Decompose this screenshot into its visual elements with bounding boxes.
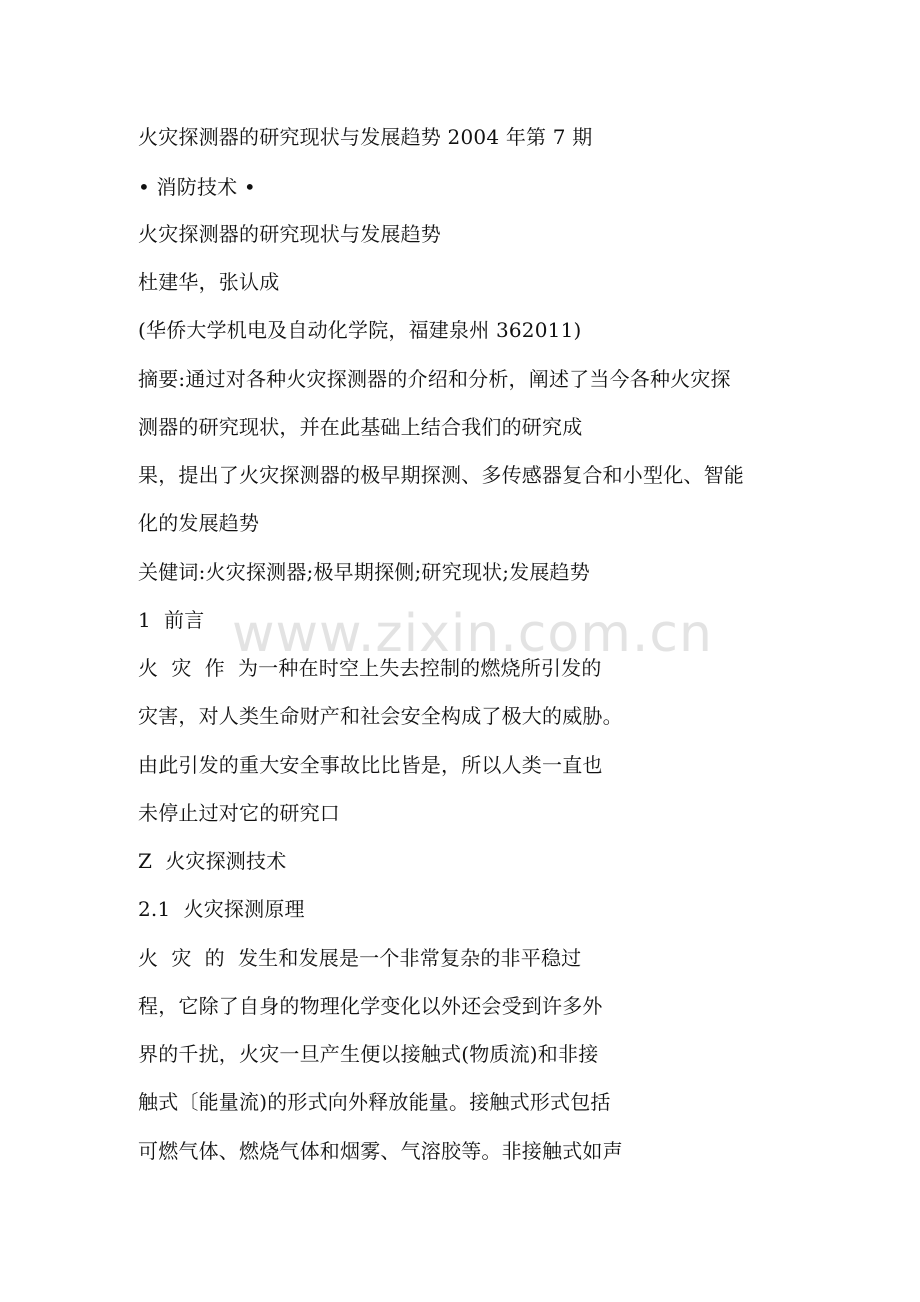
abstract-line: 摘要:通过对各种火灾探测器的介绍和分析，阐述了当今各种火灾探 bbox=[138, 367, 731, 391]
body-line: 未停止过对它的研究口 bbox=[138, 801, 340, 825]
section-heading: 1 前言 bbox=[138, 608, 205, 632]
affiliation: (华侨大学机电及自动化学院，福建泉州 362011) bbox=[138, 318, 582, 342]
abstract-line: 测器的研究现状，并在此基础上结合我们的研究成 bbox=[138, 415, 583, 439]
subsection-heading: 2.1 火灾探测原理 bbox=[138, 897, 305, 921]
body-line: 灾害，对人类生命财产和社会安全构成了极大的威胁。 bbox=[138, 704, 623, 728]
watermark: www.zixin.com.cn bbox=[232, 604, 713, 664]
header-line: 火灾探测器的研究现状与发展趋势 2004 年第 7 期 bbox=[138, 125, 593, 149]
body-line: 火 灾 作 为一种在时空上失去控制的燃烧所引发的 bbox=[138, 656, 602, 680]
body-line: 火 灾 的 发生和发展是一个非常复杂的非平稳过 bbox=[138, 946, 582, 970]
abstract-line: 果，提出了火灾探测器的极早期探测、多传感器复合和小型化、智能 bbox=[138, 463, 744, 487]
keywords: 关健词:火灾探测器;极早期探侧;研究现状;发展趋势 bbox=[138, 560, 590, 584]
section-label: • 消防技术 • bbox=[138, 175, 256, 199]
body-line: 由此引发的重大安全事故比比皆是，所以人类一直也 bbox=[138, 753, 603, 777]
body-line: 触式〔能量流)的形式向外释放能量。接触式形式包括 bbox=[138, 1090, 611, 1114]
body-line: 程，它除了自身的物理化学变化以外还会受到许多外 bbox=[138, 994, 603, 1018]
authors: 杜建华，张认成 bbox=[138, 270, 280, 294]
body-line: 界的千扰，火灾一旦产生便以接触式(物质流)和非接 bbox=[138, 1042, 599, 1066]
article-title: 火灾探测器的研究现状与发展趋势 bbox=[138, 222, 441, 246]
section-heading: Z 火灾探测技术 bbox=[138, 849, 287, 873]
body-line: 可燃气体、燃烧气体和烟雾、气溶胶等。非接触式如声 bbox=[138, 1139, 623, 1163]
abstract-line: 化的发展趋势 bbox=[138, 511, 260, 535]
